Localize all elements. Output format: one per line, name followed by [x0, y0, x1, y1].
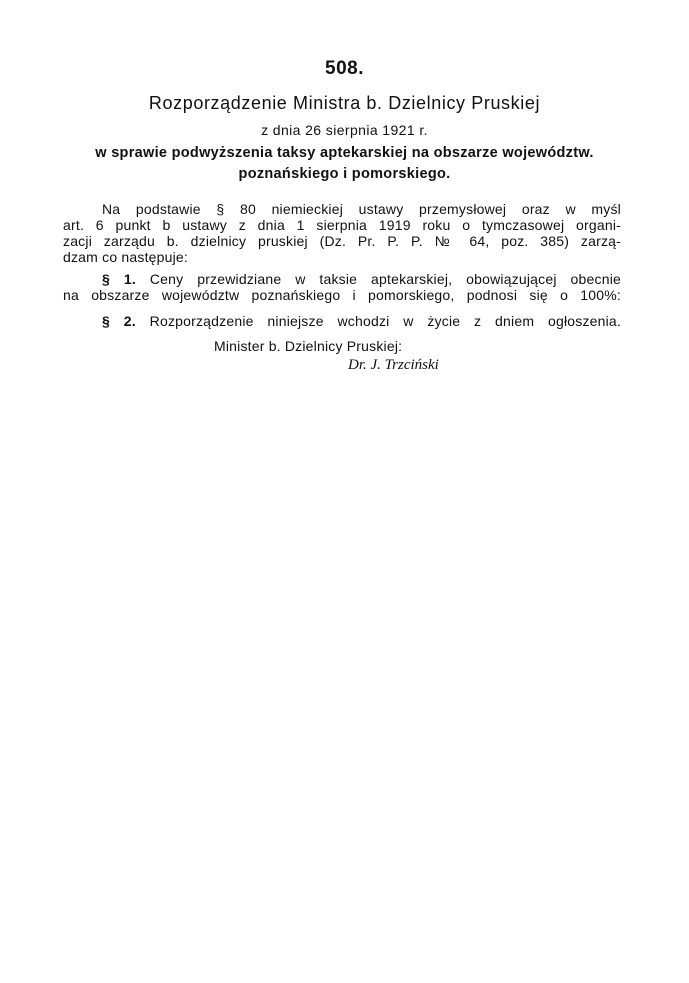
section-1-line-2: na obszarze województw poznańskiego i pomorskiego, podnosi się o 100%:	[63, 287, 621, 303]
subject-line-1: w sprawie podwyższenia taksy aptekarskiej na obszarze województw.	[95, 145, 594, 161]
section-1-text: Ceny przewidziane w taksie aptekarskiej, obowiązującej obecnie	[149, 271, 621, 287]
document-number: 508.	[325, 58, 364, 79]
preamble-line-1: Na podstawie § 80 niemieckiej ustawy przemysłowej oraz w myśl	[102, 201, 621, 217]
preamble-line-4: dzam co następuje:	[63, 249, 189, 265]
date-line: z dnia 26 sierpnia 1921 r.	[261, 122, 428, 138]
preamble-line-3: zacji zarządu b. dzielnicy pruskiej (Dz. Pr. P. P. № 64, poz. 385) zarzą-	[63, 233, 621, 249]
signatory-name: Dr. J. Trzciński	[348, 357, 439, 373]
section-2-text: Rozporządzenie niniejsze wchodzi w życie z dniem ogłoszenia.	[149, 313, 621, 329]
subject-line-2: poznańskiego i pomorskiego.	[238, 166, 451, 182]
signatory-title: Minister b. Dzielnicy Pruskiej:	[214, 338, 403, 354]
document-title: Rozporządzenie Ministra b. Dzielnicy Pruskiej	[148, 93, 541, 113]
section-2	[102, 313, 621, 329]
section-1-line-1	[102, 271, 621, 287]
section-1-label: § 1.	[102, 271, 136, 287]
section-2-label: § 2.	[102, 313, 136, 329]
preamble-line-2: art. 6 punkt b ustawy z dnia 1 sierpnia 1919 roku o tymczasowej organi-	[63, 217, 621, 233]
